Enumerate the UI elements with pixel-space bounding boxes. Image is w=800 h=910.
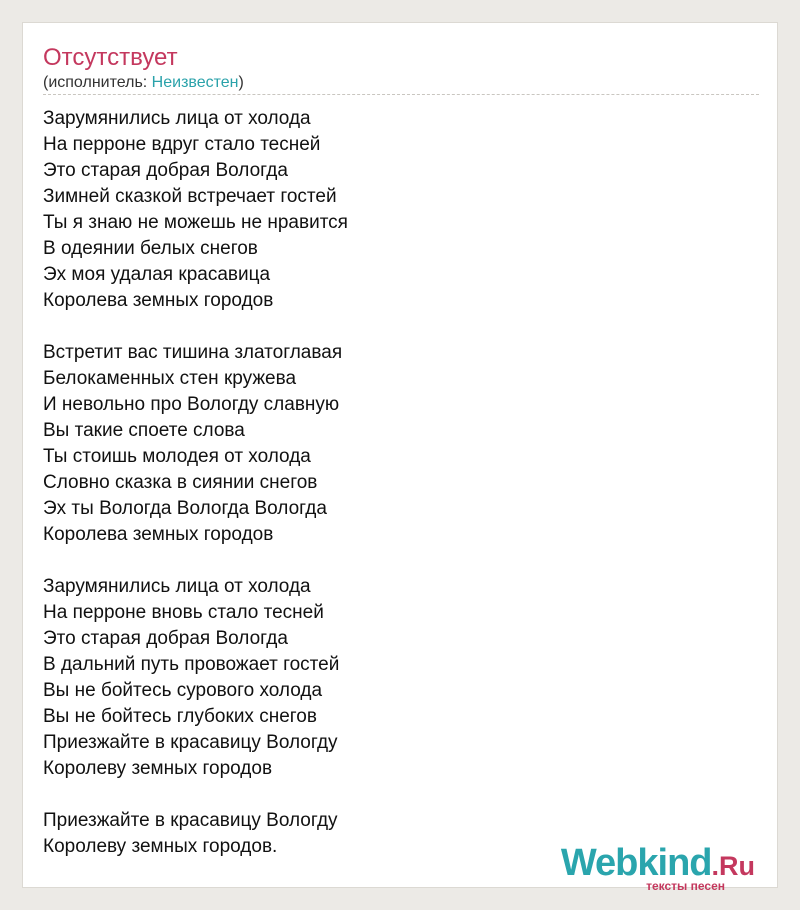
logo-tagline: тексты песен — [646, 879, 725, 893]
stanza-break — [43, 548, 743, 574]
lyric-line: Вы не бойтесь сурового холода — [43, 680, 323, 701]
lyric-line: Встретит вас тишина златоглавая — [43, 342, 343, 363]
lyric-line: Эх ты Вологда Вологда Вологда — [43, 498, 327, 519]
lyric-line: На перроне вновь стало тесней — [43, 602, 324, 623]
lyric-line: И невольно про Вологду славную — [43, 394, 340, 415]
artist-link[interactable]: Неизвестен — [151, 74, 239, 91]
song-title: Отсутствует — [43, 44, 178, 71]
lyrics-text — [43, 106, 743, 860]
lyric-line: Зарумянились лица от холода — [43, 108, 311, 129]
lyric-line: Королеву земных городов — [43, 758, 273, 779]
webkind-logo[interactable] — [561, 843, 755, 892]
lyric-line: Это старая добрая Вологда — [43, 628, 288, 649]
artist-suffix: ) — [238, 74, 244, 91]
lyric-line: Приезжайте в красавицу Вологду — [43, 810, 338, 831]
lyric-line: Зарумянились лица от холода — [43, 576, 311, 597]
lyric-line: В одеянии белых снегов — [43, 238, 258, 259]
lyric-line: Королева земных городов — [43, 290, 274, 311]
logo-suffix: .Ru — [711, 851, 755, 881]
stanza-break — [43, 782, 743, 808]
lyric-line: Ты стоишь молодея от холода — [43, 446, 311, 467]
stanza-break — [43, 314, 743, 340]
lyric-line: Словно сказка в сиянии снегов — [43, 472, 318, 493]
lyric-line: Эх моя удалая красавица — [43, 264, 271, 285]
lyrics-card — [22, 22, 778, 893]
lyric-line: Королева земных городов — [43, 524, 274, 545]
lyric-line: В дальний путь провожает гостей — [43, 654, 340, 675]
lyric-line: Приезжайте в красавицу Вологду — [43, 732, 338, 753]
lyric-line: Ты я знаю не можешь не нравится — [43, 212, 348, 233]
lyric-line: Зимней сказкой встречает гостей — [43, 186, 337, 207]
lyric-line: На перроне вдруг стало тесней — [43, 134, 321, 155]
lyric-line: Вы не бойтесь глубоких снегов — [43, 706, 317, 727]
logo-main-text: Webkind — [560, 842, 712, 884]
lyric-line: Вы такие споете слова — [43, 420, 245, 441]
artist-prefix: (исполнитель: — [43, 74, 152, 91]
lyric-line: Белокаменных стен кружева — [43, 368, 297, 389]
lyric-line: Это старая добрая Вологда — [43, 160, 288, 181]
divider — [43, 94, 759, 95]
lyric-line: Королеву земных городов. — [43, 836, 278, 857]
artist-line — [43, 73, 244, 93]
